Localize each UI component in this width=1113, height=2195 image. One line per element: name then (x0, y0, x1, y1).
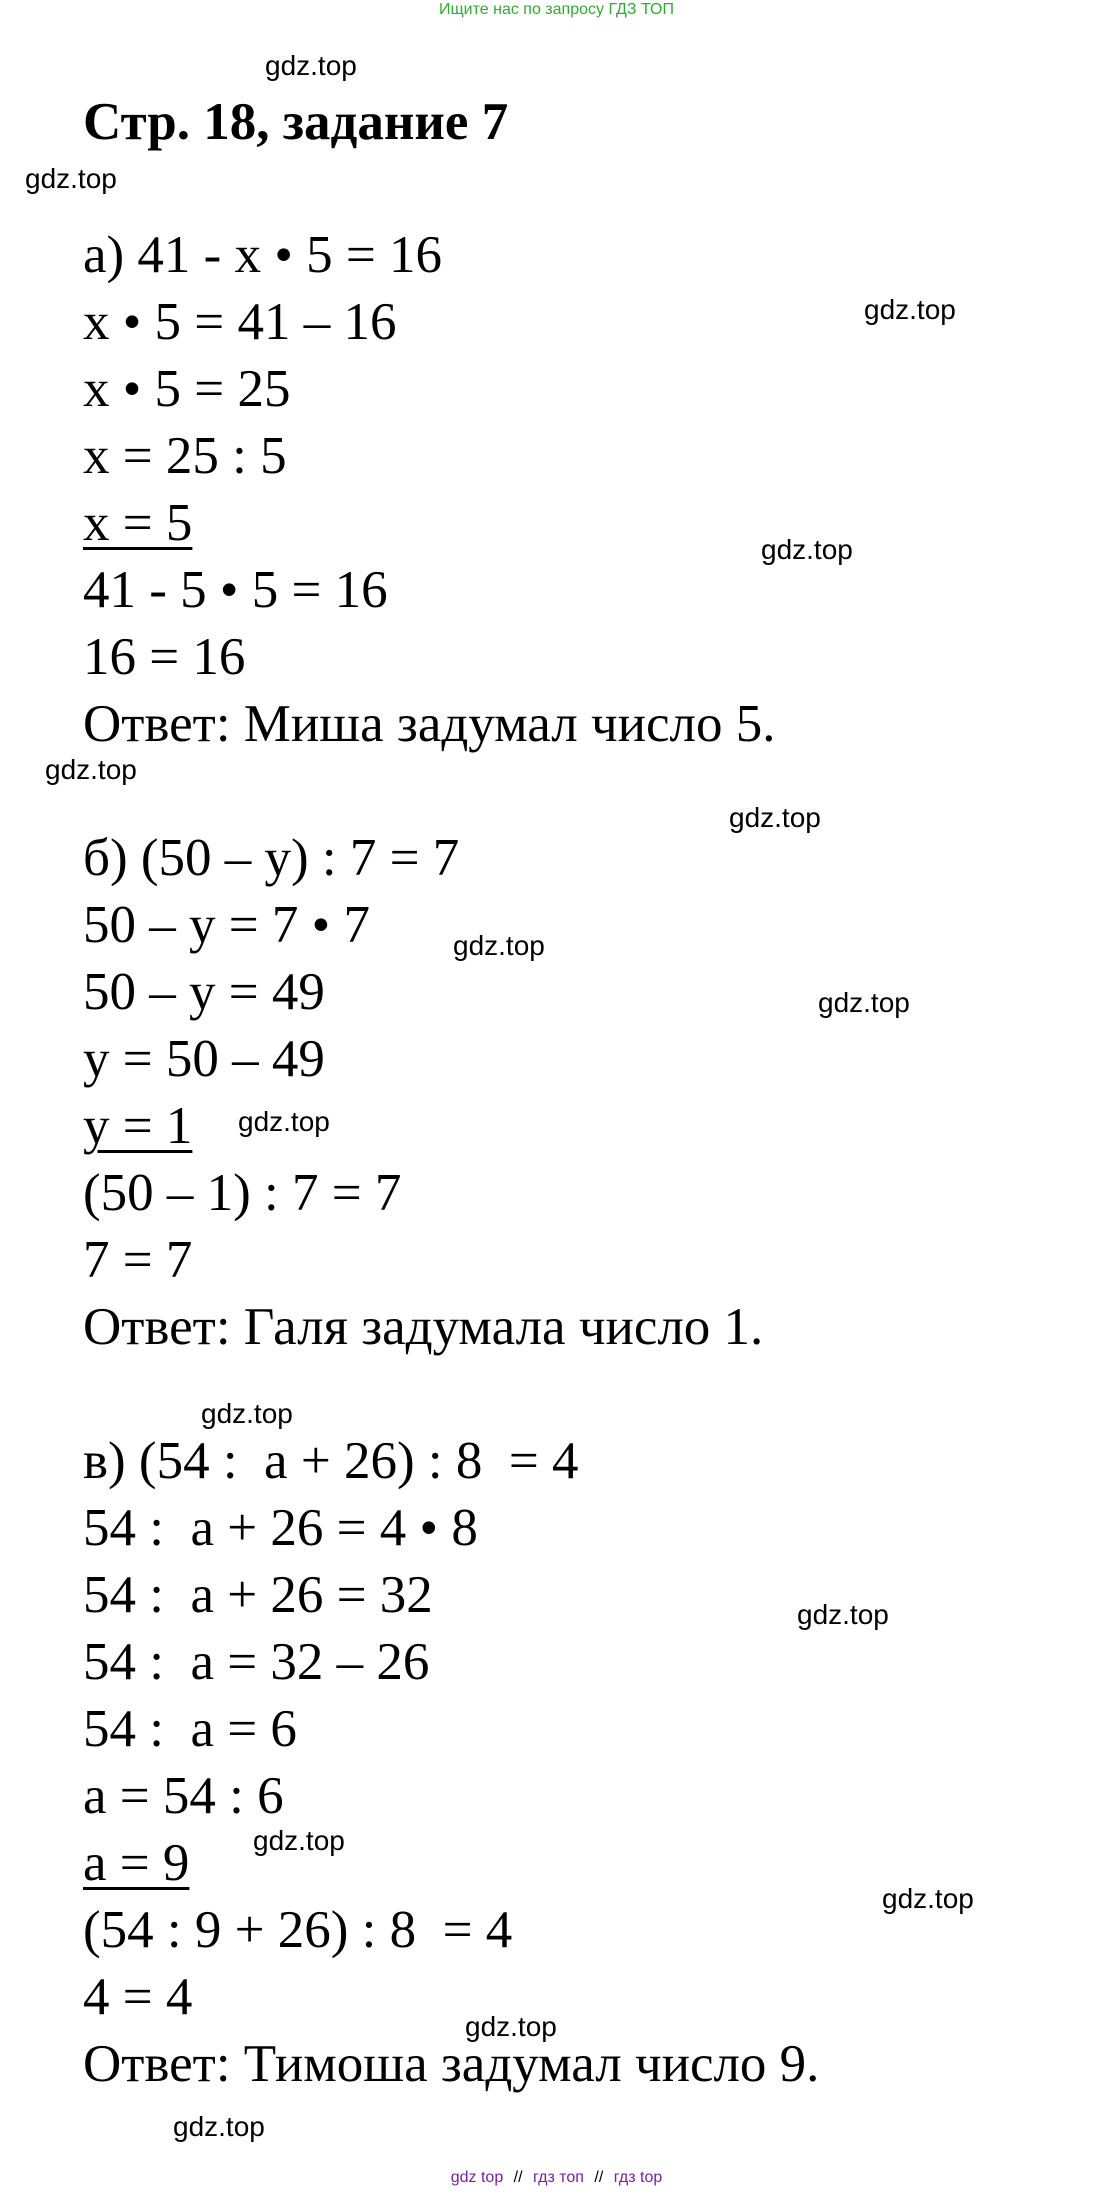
task-a-line-3: x • 5 = 25 (83, 360, 291, 418)
watermark: gdz.top (265, 50, 357, 81)
footer-link-gdz-top-ru[interactable]: гдз топ (533, 2169, 584, 2186)
watermark: gdz.top (761, 534, 853, 565)
top-banner[interactable]: Ищите нас по запросу ГДЗ ТОП (439, 1, 674, 18)
footer-link-gdz-top-mixed[interactable]: гдз top (613, 2169, 663, 2186)
watermark: gdz.top (465, 2011, 557, 2042)
task-c-line-2: 54 : a + 26 = 4 • 8 (83, 1499, 478, 1557)
footer-separator: // (513, 2169, 523, 2186)
task-c-line-6: a = 54 : 6 (83, 1767, 284, 1825)
watermark: gdz.top (864, 294, 956, 325)
task-c-line-3: 54 : a + 26 = 32 (83, 1566, 433, 1624)
task-a-line-1: а) 41 - x • 5 = 16 (83, 226, 443, 284)
task-b-line-4: y = 50 – 49 (83, 1030, 325, 1088)
task-b-check-result: 7 = 7 (83, 1231, 193, 1289)
watermark: gdz.top (729, 802, 821, 833)
watermark: gdz.top (797, 1599, 889, 1630)
task-a-answer-value: x = 5 (83, 494, 193, 552)
task-b-line-3: 50 – y = 49 (83, 963, 325, 1021)
task-a-answer: Ответ: Миша задумал число 5. (83, 695, 776, 753)
task-c-answer-value: a = 9 (83, 1834, 190, 1892)
task-a-check-result: 16 = 16 (83, 628, 246, 686)
task-b-line-2: 50 – y = 7 • 7 (83, 896, 370, 954)
footer-link-gdz-top[interactable]: gdz top (450, 2169, 504, 2186)
watermark: gdz.top (173, 2111, 265, 2142)
task-c-line-4: 54 : a = 32 – 26 (83, 1633, 430, 1691)
task-b-line-1: б) (50 – y) : 7 = 7 (83, 829, 460, 887)
task-b-check: (50 – 1) : 7 = 7 (83, 1164, 402, 1222)
watermark: gdz.top (818, 987, 910, 1018)
watermark: gdz.top (201, 1398, 293, 1429)
task-a-check: 41 - 5 • 5 = 16 (83, 561, 388, 619)
watermark: gdz.top (25, 163, 117, 194)
watermark: gdz.top (253, 1825, 345, 1856)
watermark: gdz.top (882, 1883, 974, 1914)
footer (0, 2168, 1113, 2188)
task-b-answer: Ответ: Галя задумала число 1. (83, 1298, 764, 1356)
task-c-line-5: 54 : a = 6 (83, 1700, 297, 1758)
watermark: gdz.top (238, 1106, 330, 1137)
task-c-answer: Ответ: Тимоша задумал число 9. (83, 2035, 820, 2093)
page-title: Стр. 18, задание 7 (83, 93, 509, 151)
task-c-check: (54 : 9 + 26) : 8 = 4 (83, 1901, 513, 1959)
task-a-line-4: x = 25 : 5 (83, 427, 287, 485)
watermark: gdz.top (45, 754, 137, 785)
task-a-line-2: x • 5 = 41 – 16 (83, 293, 397, 351)
task-b-answer-value: y = 1 (83, 1097, 193, 1155)
footer-separator: // (594, 2169, 604, 2186)
task-c-line-1: в) (54 : a + 26) : 8 = 4 (83, 1432, 579, 1490)
task-c-check-result: 4 = 4 (83, 1968, 193, 2026)
watermark: gdz.top (453, 930, 545, 961)
